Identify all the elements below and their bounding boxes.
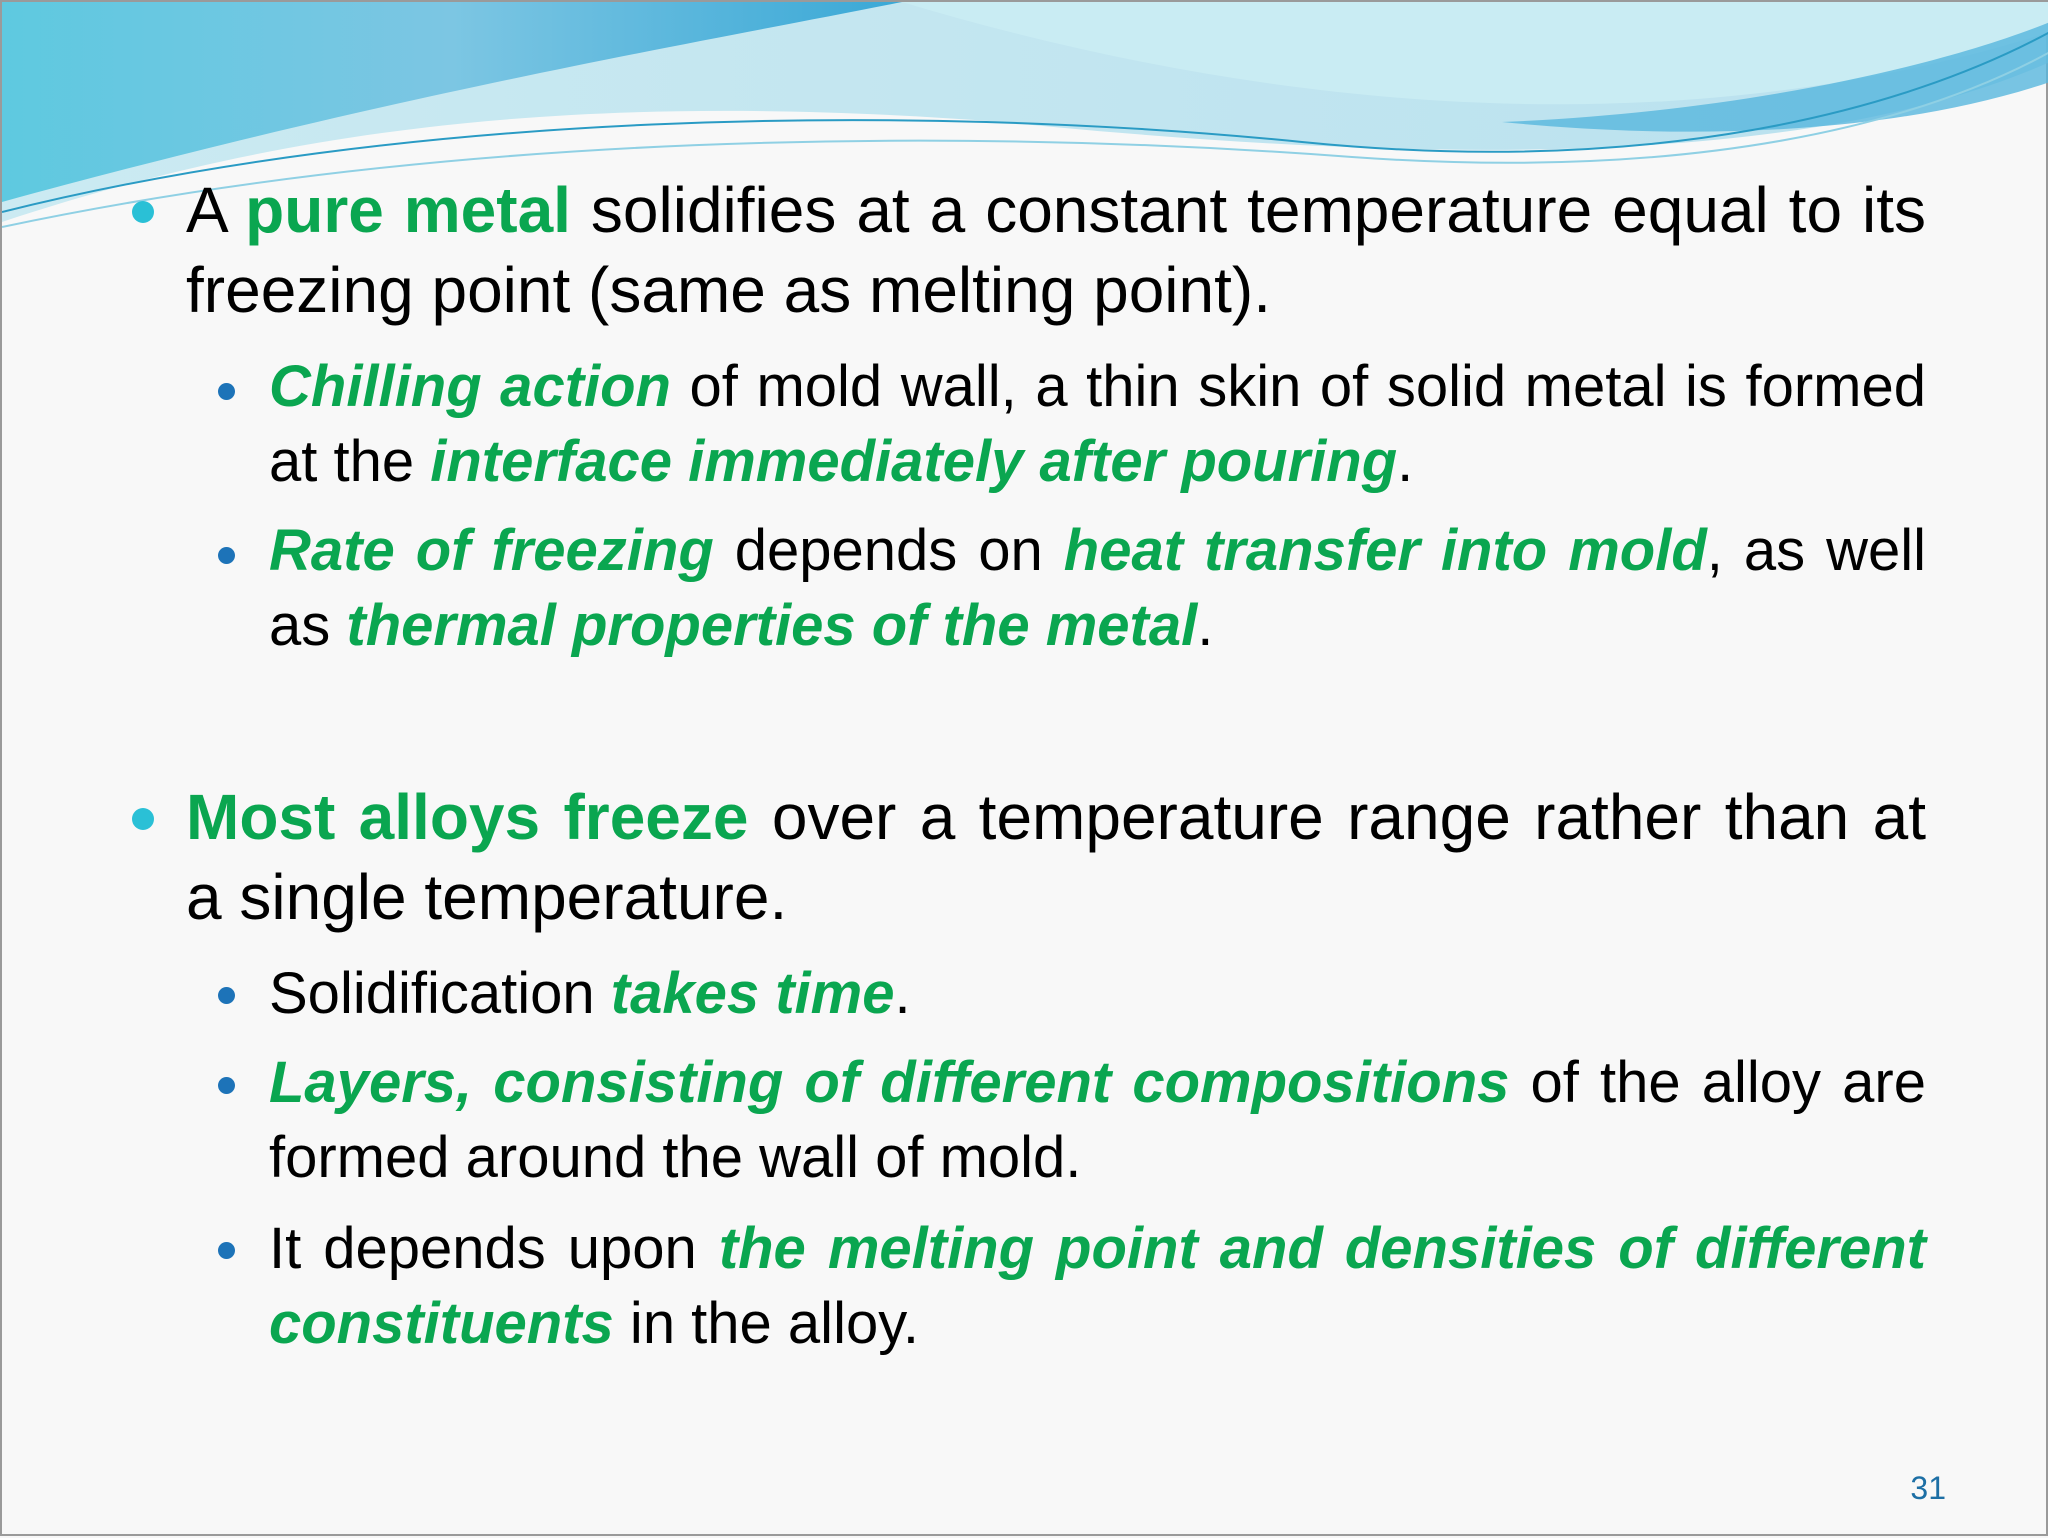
highlight-text: heat transfer into mold: [1063, 518, 1707, 583]
bullet-text: in the alloy.: [613, 1291, 920, 1356]
bullet-text: Solidification: [269, 961, 611, 1026]
bullet-dot: [132, 808, 154, 830]
sub-bullet-item: [269, 1045, 1926, 1195]
bullet-text: A: [186, 174, 246, 246]
highlight-text: pure metal: [245, 174, 571, 246]
page-number: 31: [1910, 1470, 1946, 1506]
highlight-text: Chilling action: [269, 354, 671, 419]
bullet-text: solidifies at a constant temperature equal to its freezing point (same as melting point).: [186, 174, 1927, 326]
highlight-text: takes time: [610, 961, 895, 1026]
bullet-text: depends on: [713, 518, 1064, 583]
highlight-text: the melting point and densities of different constituents: [269, 1216, 1927, 1356]
bullet-text: .: [894, 961, 911, 1026]
bullet-text: , as well as: [269, 518, 1926, 658]
sub-bullet-item: [269, 349, 1926, 499]
highlight-text: interface immediately after pouring: [430, 429, 1398, 494]
bullet-dot: [132, 201, 154, 223]
bullet-text: of the alloy are formed around the wall of mold.: [269, 1050, 1926, 1190]
slide-content: [2, 2, 2048, 1538]
bullet-text: .: [1397, 429, 1414, 494]
bullet-text: It depends upon: [269, 1216, 719, 1281]
sub-bullet-dot: [218, 383, 235, 400]
sub-bullet-item: [269, 513, 1926, 663]
sub-bullet-dot: [218, 987, 235, 1004]
sub-bullet-dot: [218, 1242, 235, 1259]
sub-bullet-dot: [218, 1077, 235, 1094]
sub-bullet-item: [269, 956, 1926, 1031]
highlight-text: thermal properties of the metal: [346, 593, 1198, 658]
bullet-item: [186, 777, 1926, 937]
highlight-text: Layers, consisting of different compositions: [269, 1050, 1510, 1115]
bullet-text: of mold wall, a thin skin of solid metal is formed at the: [269, 354, 1926, 494]
bullet-text: .: [1197, 593, 1214, 658]
sub-bullet-dot: [218, 547, 235, 564]
bullet-text: over a temperature range rather than at a single temperature.: [186, 781, 1927, 933]
highlight-text: Most alloys freeze: [186, 781, 749, 853]
bullet-item: [186, 170, 1926, 330]
sub-bullet-item: [269, 1211, 1926, 1361]
highlight-text: Rate of freezing: [269, 518, 714, 583]
